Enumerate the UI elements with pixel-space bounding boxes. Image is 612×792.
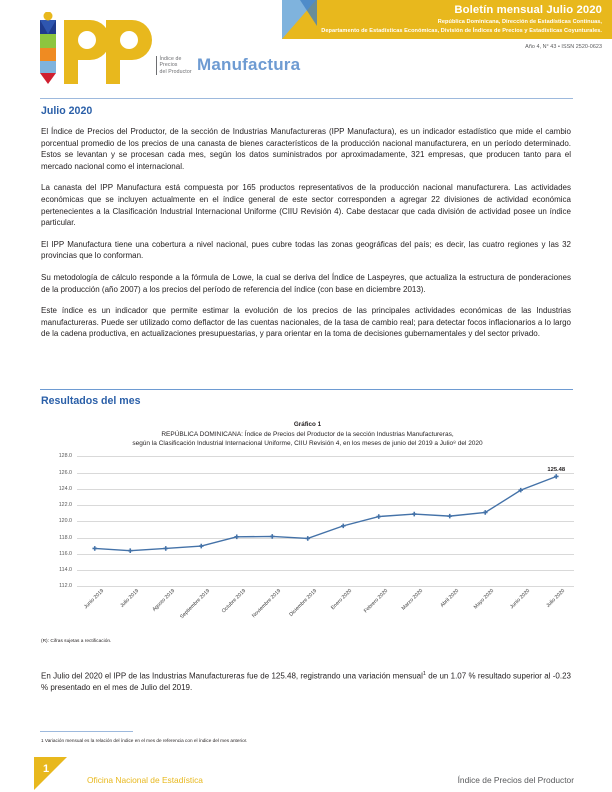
bulletin-subtitle-line-1: República Dominicana, Dirección de Estadísticas Continuas,: [437, 19, 602, 25]
chart-x-tick-label: Febrero 2020: [362, 588, 389, 615]
closing-text: [41, 669, 571, 694]
chart-data-point: [305, 537, 310, 542]
chart-x-tick-label: Junio 2020: [508, 588, 531, 611]
bulletin-subtitle-line-2: Departamento de Estadísticas Económicas, División de Índices de Precios y Estadísticas Coyunturales.: [321, 27, 602, 34]
chart-line-path: [95, 477, 557, 551]
chart-y-axis: [41, 453, 75, 590]
chart-y-tick-label: 118.0: [59, 534, 72, 541]
chart-x-tick-label: Mayo 2020: [473, 588, 496, 611]
chart-y-tick-label: 116.0: [59, 550, 72, 557]
footnote-text: 1 Variación mensual es la relación del índice en el mes de referencia con el índice del mes anterior.: [41, 738, 248, 743]
closing-footnote-marker: 1: [422, 671, 426, 677]
results-divider: [40, 389, 573, 390]
footer-organization: Oficina Nacional de Estadística: [87, 775, 203, 785]
chart-data-point: [234, 535, 239, 540]
chart-x-axis: [77, 586, 574, 636]
logo-tagline-line-3: del Productor: [159, 68, 192, 75]
chart-y-tick-label: 124.0: [58, 485, 72, 492]
paragraph: El Índice de Precios del Productor, de la sección de Industrias Manufactureras (IPP Manufactura), es un indicador estadístico que mide el cambio porcentual promedio de los precios de una canasta de bienes característicos de la producción nacional manufacturera, en un período determinado. Estos se levantan y se procesan cada mes, según los datos suministrados por aproximadamente, 321 empresas, que producen tanto para el mercado nacional como el internacional.: [41, 127, 571, 171]
chart-data-point: [341, 524, 346, 529]
ipp-logo: [34, 12, 224, 84]
chart-data-point: [447, 514, 452, 519]
chart-x-tick-label: Agosto 2019: [151, 588, 176, 614]
chart-data-point: [554, 475, 559, 480]
chart-number-label: Gráfico 1: [293, 421, 322, 428]
chart-x-tick-label: Diciembre 2019: [288, 588, 318, 619]
issn-line: Año 4, N° 43 • ISSN 2520-0623: [525, 44, 602, 50]
footer-publication: Índice de Precios del Productor: [457, 775, 574, 785]
chart-caption: [41, 430, 574, 448]
chart-x-tick-label: Junio 2019: [82, 588, 105, 611]
chart-x-tick-label: Noviembre 2019: [251, 588, 283, 620]
chart-data-point: [163, 547, 168, 552]
chart-plot-area: [41, 453, 574, 590]
chart-data-point: [376, 515, 381, 520]
chart-data-point: [92, 547, 97, 552]
intro-paragraphs: [41, 126, 571, 350]
chart-y-tick-label: 126.0: [58, 469, 72, 476]
chart-data-point: [270, 535, 275, 540]
chart-y-tick-label: 120.0: [58, 518, 72, 525]
chart-caption-line-1: REPÚBLICA DOMINICANA: Índice de Precios del Productor de la sección Industrias Manufactureras,: [161, 431, 454, 438]
ipp-logo-svg: [34, 12, 224, 84]
month-heading: Julio 2020: [41, 105, 93, 117]
logo-tagline-line-2: Precios: [159, 62, 178, 69]
page-footer: [0, 757, 612, 792]
closing-text-part-2: de un 1.07 % resultado superior al -0.23 % presentado en el mes de Julio del 2019.: [41, 671, 571, 693]
chart-data-point: [128, 549, 133, 554]
top-divider: [40, 98, 573, 99]
chart-y-tick-label: 112.0: [59, 583, 72, 590]
footnote-divider: [40, 731, 133, 732]
chart-y-tick-label: 122.0: [58, 502, 72, 509]
chart-x-tick-label: Julio 2020: [545, 588, 567, 610]
section-word-manufactura: Manufactura: [197, 55, 301, 74]
chart-x-tick-label: Abril 2020: [439, 588, 460, 610]
paragraph: Este índice es un indicador que permite estimar la evolución de los precios de las principales actividades económicas de las Industrias manufactureras. Puede ser utilizado como deflactor de las cuentas nacionales, de la tasa de cambio real; para detectar focos inflacionarios a lo largo de la cadena productiva, en actualizaciones presupuestarias, y para orientar en la toma de decisiones gubernamentales y del sector privado.: [41, 306, 571, 339]
chart-data-point: [199, 544, 204, 549]
chart-x-tick-label: Septiembre 2019: [179, 588, 212, 621]
chart-footnote: (R): Cifras sujetas a rectificación.: [41, 639, 112, 644]
closing-paragraph: [41, 669, 571, 694]
chart-x-tick-label: Julio 2019: [119, 588, 141, 610]
page-number: 1: [43, 763, 50, 775]
ipp-logo-tagline: [156, 56, 192, 75]
footer-triangle-icon: [34, 757, 67, 790]
paragraph: La canasta del IPP Manufactura está compuesta por 165 productos representativos de la producción nacional manufacturera. Las actividades económicas que se incluyen actualmente en el índice general de este sector corresponden a agregar 22 divisiones de actividad económica pertenecientes a la Clasificación Industrial Internacional Uniforme (CIIU Revisión 4). Cabe destacar que cada división de actividad posee un índice particular.: [41, 183, 571, 228]
band-triangle-dark-icon: [300, 0, 317, 26]
chart-data-point: [412, 512, 417, 517]
chart-point-value-label: 125.48: [547, 466, 566, 473]
results-heading: Resultados del mes: [41, 395, 141, 407]
chart-figure: [41, 421, 574, 636]
bulletin-title: Boletín mensual Julio 2020: [454, 4, 602, 16]
chart-caption-line-2: según la Clasificación Industrial Internacional Uniforme, CIIU Revisión 4, en los meses de junio del 2019 a Julio⁸ del 2020: [132, 440, 483, 448]
closing-text-part-1: En Julio del 2020 el IPP de las Industrias Manufactureras fue de 125.48, registrando una variación mensual: [41, 671, 423, 681]
chart-x-tick-label: Marzo 2020: [400, 588, 425, 613]
chart-series-line: [77, 456, 574, 586]
chart-x-tick-label: Enero 2020: [330, 588, 354, 612]
header-gold-band: [282, 0, 612, 39]
chart-y-tick-label: 128.0: [58, 453, 72, 460]
chart-y-tick-label: 114.0: [59, 567, 72, 574]
paragraph: El IPP Manufactura tiene una cobertura a nivel nacional, pues cubre todas las zonas geográficas del país; es decir, las cuatro regiones y las 32 provincias que lo conforman.: [41, 239, 571, 261]
paragraph: Su metodología de cálculo responde a la fórmula de Lowe, la cual se deriva del Índice de Laspeyres, que actualiza la estructura de ponderaciones de la producción (año 2007) a los precios del período de referencia del índice (con base en diciembre 2013).: [41, 272, 571, 294]
chart-x-tick-label: Octubre 2019: [220, 588, 247, 615]
page-header: [0, 0, 612, 96]
logo-tagline-line-1: Índice de: [159, 56, 182, 62]
